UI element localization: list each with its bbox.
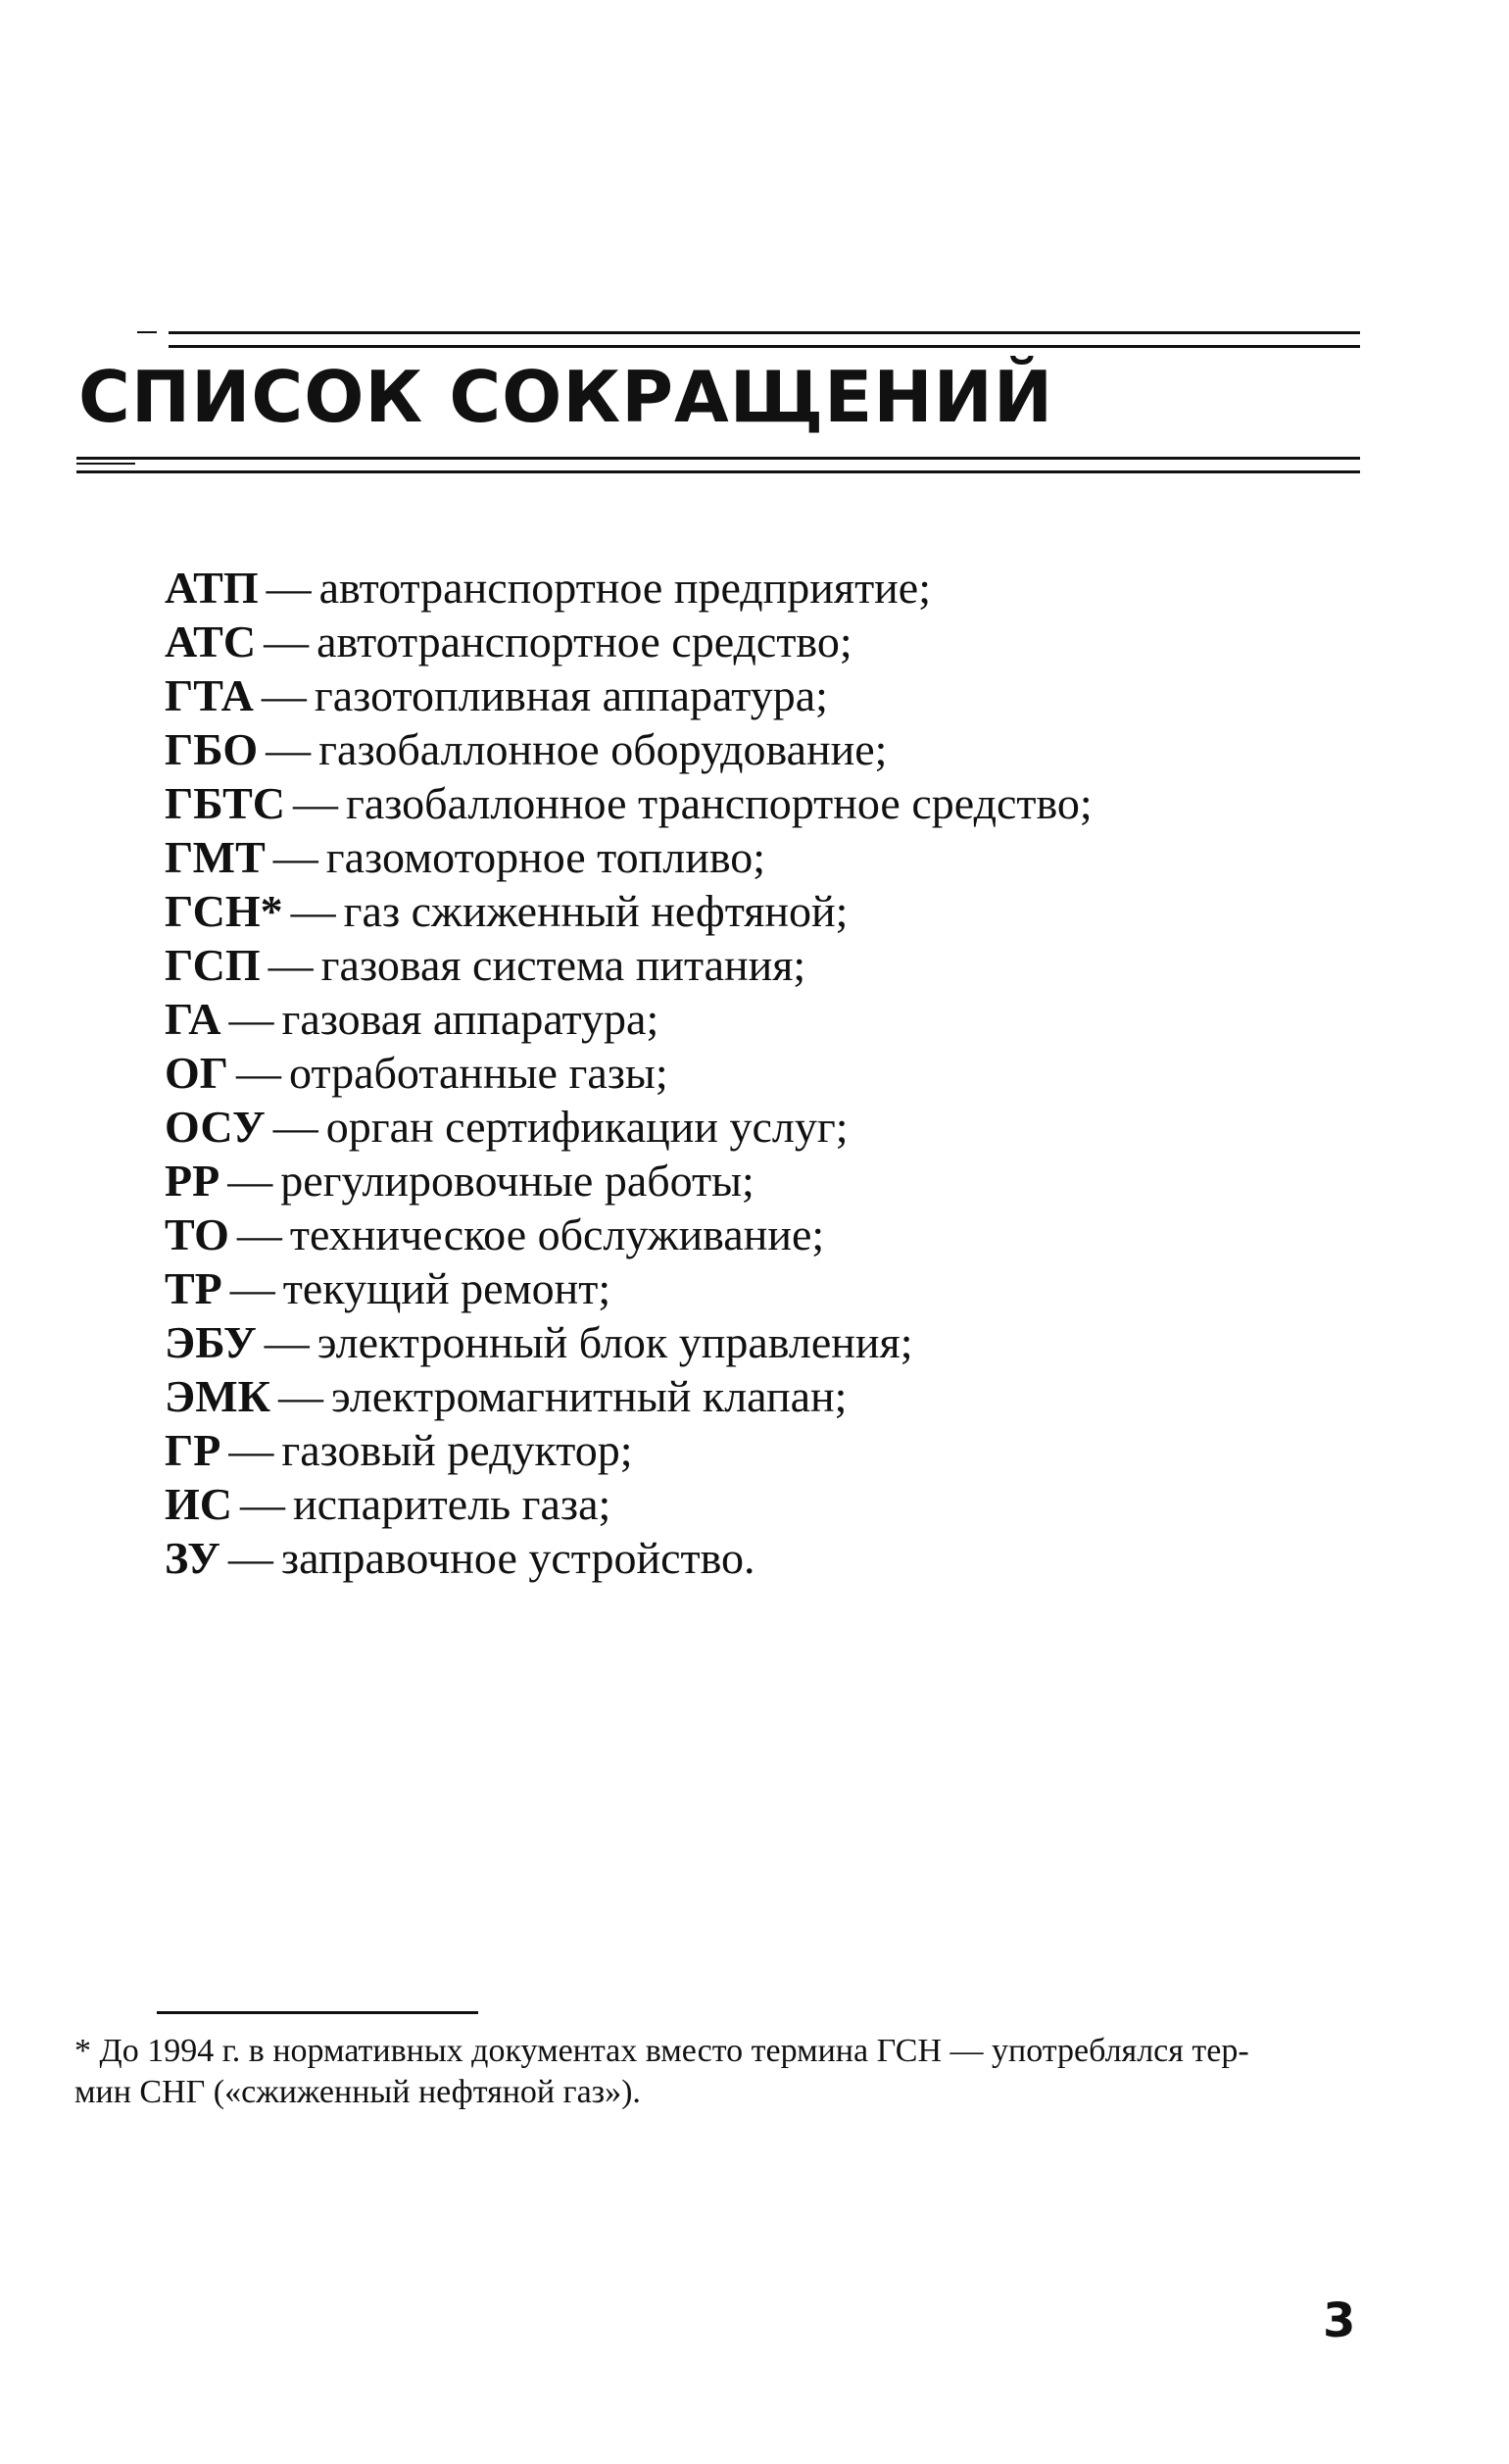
abbreviation-term: ЭМК	[165, 1371, 270, 1421]
abbreviation-term: ГСП	[165, 940, 261, 990]
abbreviation-definition: электронный блок управления;	[316, 1317, 913, 1367]
abbreviation-term: ТР	[165, 1263, 222, 1313]
dash-separator: —	[261, 670, 307, 720]
abbreviation-term: ЭБУ	[165, 1317, 257, 1367]
page-title: СПИСОК СОКРАЩЕНИЙ	[78, 356, 1054, 438]
abbreviation-definition: отработанные газы;	[289, 1048, 668, 1098]
abbreviation-definition: электромагнитный клапан;	[330, 1371, 848, 1421]
footnote-rule	[157, 2011, 478, 2014]
dash-separator: —	[277, 1371, 323, 1421]
header-rule-top	[169, 331, 1360, 334]
dash-separator: —	[229, 1263, 275, 1313]
footnote-line: мин СНГ («сжиженный нефтяной газ»).	[74, 2074, 641, 2110]
footnote-line: * До 1994 г. в нормативных документах вместо термина ГСН — употреблялся тер-	[74, 2033, 1249, 2069]
abbreviation-definition: газобаллонное транспортное средство;	[345, 778, 1093, 828]
abbreviation-definition: газовая система питания;	[320, 940, 806, 990]
abbreviation-definition: газомоторное топливо;	[325, 832, 766, 882]
dash-separator: —	[272, 1102, 318, 1152]
header-rule-stub	[137, 331, 157, 333]
header-rule-bottom	[76, 457, 1360, 460]
abbreviation-definition: регулировочные работы;	[280, 1156, 754, 1206]
list-item	[165, 1369, 1242, 1423]
list-item	[165, 668, 1242, 722]
list-item	[165, 1261, 1242, 1315]
list-item	[165, 938, 1242, 992]
dash-separator: —	[266, 563, 312, 613]
abbreviation-term: ГТА	[165, 670, 254, 720]
dash-separator: —	[240, 1479, 285, 1529]
abbreviation-definition: газобаллонное оборудование;	[318, 724, 888, 774]
abbreviation-term: АТП	[165, 563, 259, 613]
abbreviation-term: ИС	[165, 1479, 232, 1529]
dash-separator: —	[227, 1156, 273, 1206]
abbreviation-definition: автотранспортное средство;	[316, 616, 852, 666]
list-item	[165, 722, 1242, 776]
list-item	[165, 830, 1242, 884]
dash-separator: —	[266, 724, 312, 774]
header-rule-top-second	[169, 345, 1360, 348]
abbreviation-definition: газовая аппаратура;	[281, 994, 659, 1044]
list-item	[165, 1046, 1242, 1100]
dash-separator: —	[268, 940, 314, 990]
abbreviation-term: РР	[165, 1156, 220, 1206]
dash-separator: —	[236, 1048, 282, 1098]
header-rule-bottom-stub	[76, 463, 135, 465]
list-item	[165, 1423, 1242, 1477]
list-item	[165, 561, 1242, 615]
list-item	[165, 1207, 1242, 1261]
abbreviation-term: ЗУ	[165, 1533, 220, 1583]
abbreviation-term: ТО	[165, 1209, 229, 1259]
list-item	[165, 1315, 1242, 1369]
dash-separator: —	[264, 1317, 310, 1367]
dash-separator: —	[228, 1425, 274, 1475]
abbreviation-definition: газотопливная аппаратура;	[314, 670, 828, 720]
abbreviation-term: ГБО	[165, 724, 259, 774]
abbreviation-definition: текущий ремонт;	[282, 1263, 611, 1313]
list-item	[165, 1477, 1242, 1531]
list-item	[165, 884, 1242, 938]
abbreviation-definition: газ сжиженный нефтяной;	[343, 886, 849, 936]
list-item	[165, 1531, 1242, 1585]
dash-separator: —	[227, 1533, 273, 1583]
dash-separator: —	[228, 994, 274, 1044]
abbreviation-definition: техническое обслуживание;	[289, 1209, 825, 1259]
list-item	[165, 1100, 1242, 1154]
abbreviation-term: ОСУ	[165, 1102, 266, 1152]
abbreviation-definition: автотранспортное предприятие;	[318, 563, 931, 613]
dash-separator: —	[236, 1209, 282, 1259]
abbreviation-term: АТС	[165, 616, 257, 666]
abbreviation-definition: заправочное устройство.	[280, 1533, 755, 1583]
abbreviation-term: ГСН*	[165, 886, 283, 936]
header-rule-bottom-second	[76, 470, 1360, 473]
list-item	[165, 615, 1242, 668]
footnote	[74, 2031, 1368, 2113]
abbreviation-term: ГМТ	[165, 832, 266, 882]
dash-separator: —	[290, 886, 336, 936]
abbreviation-term: ГА	[165, 994, 221, 1044]
page-number: 3	[1323, 2293, 1356, 2348]
dash-separator: —	[272, 832, 318, 882]
abbreviation-definition: испаритель газа;	[293, 1479, 611, 1529]
abbreviation-list	[165, 561, 1242, 1585]
abbreviation-term: ГР	[165, 1425, 221, 1475]
dash-separator: —	[264, 616, 310, 666]
list-item	[165, 992, 1242, 1046]
abbreviation-term: ОГ	[165, 1048, 229, 1098]
dash-separator: —	[292, 778, 338, 828]
abbreviation-definition: орган сертификации услуг;	[325, 1102, 849, 1152]
list-item	[165, 776, 1242, 830]
list-item	[165, 1154, 1242, 1207]
abbreviation-definition: газовый редуктор;	[281, 1425, 633, 1475]
abbreviation-term: ГБТС	[165, 778, 285, 828]
